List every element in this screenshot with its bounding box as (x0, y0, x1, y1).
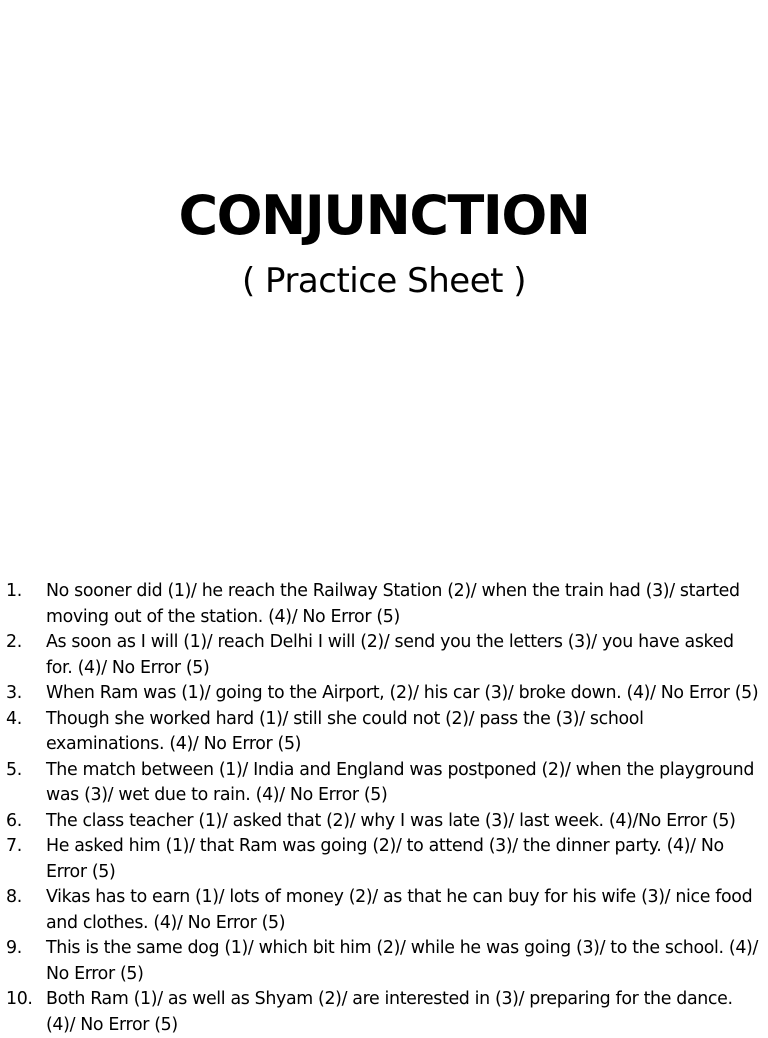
question-item-9 (6, 936, 762, 987)
question-number: 7. (6, 836, 22, 856)
question-text: This is the same dog (1)/ which bit him (2)/ while he was going (3)/ to the school. (4)/ No Error (5) (46, 938, 758, 984)
question-item-5 (6, 758, 762, 809)
question-text: The match between (1)/ India and England was postponed (2)/ when the playground was (3)/ wet due to rain. (4)/ No Error (5) (46, 759, 755, 805)
question-number: 4. (6, 708, 22, 729)
title-block (0, 178, 768, 306)
question-number: 10. (6, 989, 33, 1009)
question-item-6 (6, 809, 762, 835)
page-title: CONJUNCTION (178, 184, 590, 247)
question-text: Though she worked hard (1)/ still she could not (2)/ pass the (3)/ school examinations. (4)/ No Error (5) (46, 708, 644, 754)
question-item-2 (6, 630, 762, 681)
question-text: No sooner did (1)/ he reach the Railway Station (2)/ when the train had (3)/ started moving out of the station. (4)/ No Error (5) (46, 581, 740, 627)
question-number: 9. (6, 938, 22, 958)
question-item-4 (6, 707, 762, 758)
question-item-8 (6, 885, 762, 936)
question-list (6, 579, 762, 1038)
question-item-3 (6, 681, 762, 707)
page-subtitle: ( Practice Sheet ) (241, 261, 527, 301)
question-text: He asked him (1)/ that Ram was going (2)/ to attend (3)/ the dinner party. (4)/ No Error (5) (46, 836, 724, 882)
question-item-1 (6, 579, 762, 630)
question-number: 6. (6, 810, 22, 831)
question-item-10 (6, 987, 762, 1038)
question-text: The class teacher (1)/ asked that (2)/ why I was late (3)/ last week. (4)/No Error (5) (46, 810, 736, 831)
question-text: When Ram was (1)/ going to the Airport, (2)/ his car (3)/ broke down. (4)/ No Error (5) (46, 683, 759, 703)
question-number: 2. (6, 632, 22, 652)
question-text: Both Ram (1)/ as well as Shyam (2)/ are interested in (3)/ preparing for the dance. (4)/ No Error (5) (46, 989, 733, 1035)
question-text: As soon as I will (1)/ reach Delhi I will (2)/ send you the letters (3)/ you have asked for. (4)/ No Error (5) (46, 632, 734, 678)
question-number: 3. (6, 683, 22, 703)
question-item-7 (6, 834, 762, 885)
question-number: 8. (6, 887, 22, 907)
question-text: Vikas has to earn (1)/ lots of money (2)/ as that he can buy for his wife (3)/ nice food and clothes. (4)/ No Error (5) (46, 887, 753, 933)
question-number: 1. (6, 581, 22, 601)
question-number: 5. (6, 759, 22, 780)
